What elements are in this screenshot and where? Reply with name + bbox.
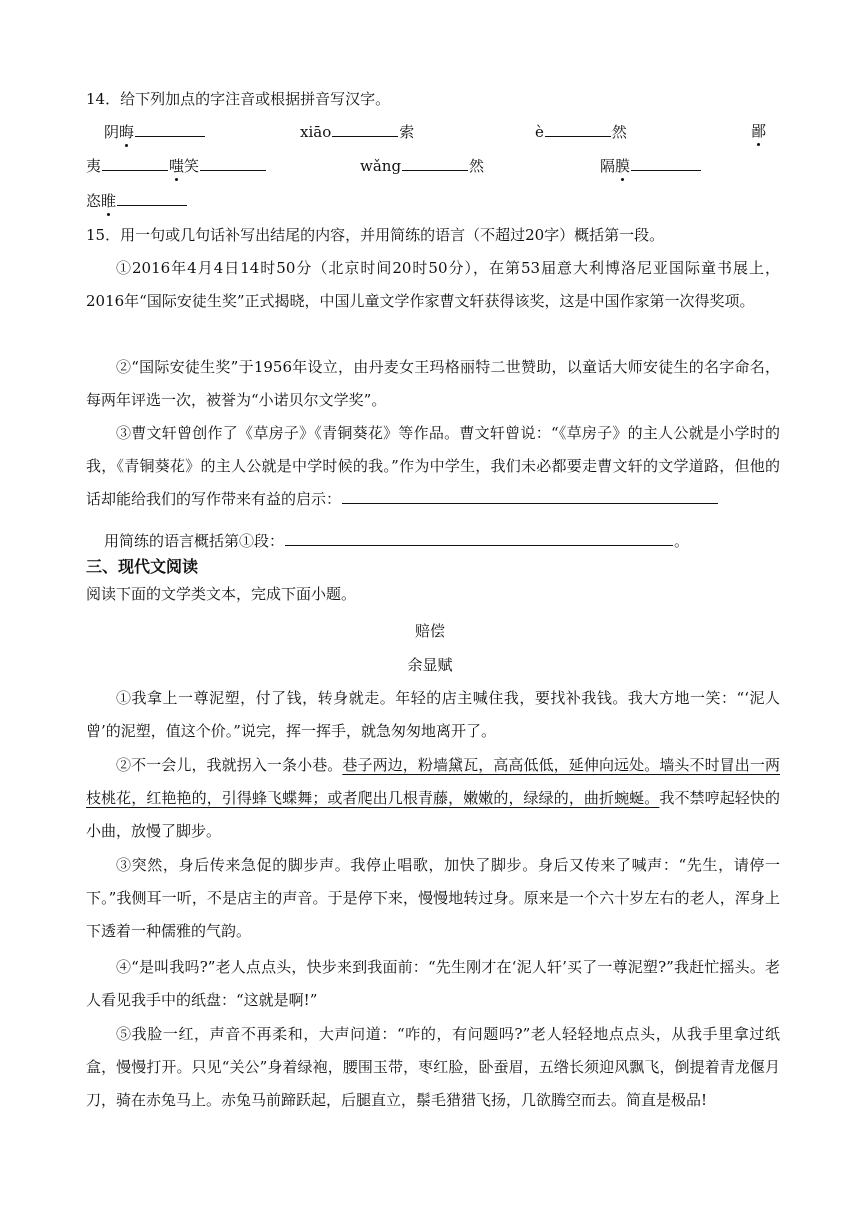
answer-blank[interactable]: [545, 121, 611, 137]
article-author: 余显赋: [407, 656, 453, 674]
q14-item-zisui: 恣睢: [86, 190, 188, 211]
answer-blank[interactable]: [332, 121, 398, 137]
article-title: 赔偿: [414, 622, 445, 640]
q14-item-xiao: xiāo 索: [300, 123, 415, 141]
answer-blank[interactable]: [135, 121, 205, 137]
article-paragraph-4: ④“是叫我吗?”老人点点头，快步来到我面前：“先生刚才在‘泥人轩’买了一尊泥塑?”我赶忙摇头。老人看见我手中的纸盘：“这就是啊!”: [86, 958, 780, 1009]
q14-item-yi: 夷 嗤笑: [86, 155, 267, 176]
underlined-passage: 巷子两边，粉墙黛瓦，高高低低，延伸向远处。墙头不时冒出一两枝桃花，红艳艳的，引得蜂飞蝶舞；或者爬出几根青藤，嫩嫩的，绿绿的，曲折蜿蜒。: [86, 756, 780, 807]
section-heading: 三、现代文阅读: [86, 557, 199, 576]
dotted-char: 鄙: [751, 122, 767, 140]
q15-prompt: 15．用一句或几句话补写出结尾的内容，并用简练的语言（不超过20字）概括第一段。: [86, 226, 665, 244]
q15-paragraph-3: ③曹文轩曾创作了《草房子》《青铜葵花》等作品。曹文轩曾说：“《草房子》的主人公就是小学时的我，《青铜葵花》的主人公就是中学时候的我。”作为中学生，我们未必都要走曹文轩的文学道路，但他的话却能给我们的写作带来有益的启示：: [86, 424, 780, 508]
dotted-char: 嗤: [169, 157, 185, 175]
q14-item-e: è 然: [535, 123, 627, 141]
q14-item-bi: [751, 121, 766, 141]
answer-blank[interactable]: [200, 155, 266, 171]
article-paragraph-1: ①我拿上一尊泥塑，付了钱，转身就走。年轻的店主喊住我，要找补我钱。我大方地一笑：“‘泥人曾’的泥塑，值这个价。”说完，挥一挥手，就急匆匆地离开了。: [86, 689, 780, 740]
q14-item-wang: wǎng 然: [360, 157, 485, 175]
section-instruction: 阅读下面的文学类文本，完成下面小题。: [86, 585, 357, 603]
q15-paragraph-2: ②“国际安徒生奖”于1956年设立，由丹麦女王玛格丽特二世赞助，以童话大师安徒生的名字命名，每两年评选一次，被誉为“小诺贝尔文学奖”。: [86, 358, 780, 409]
answer-blank[interactable]: [631, 155, 701, 171]
answer-blank[interactable]: [285, 530, 673, 546]
answer-blank[interactable]: [402, 155, 468, 171]
article-paragraph-5: ⑤我脸一红，声音不再柔和，大声问道：“咋的，有问题吗?”老人轻轻地点点头，从我手里拿过纸盒，慢慢打开。只见“关公”身着绿袍，腰围玉带，枣红脸，卧蚕眉，五绺长须迎风飘飞，倒提着青龙偃月刀，骑在赤兔马上。赤兔马前蹄跃起，后腿直立，鬃毛猎猎飞扬，几欲腾空而去。简直是极品!: [86, 1025, 780, 1109]
answer-blank[interactable]: [117, 190, 187, 206]
q15-paragraph-1: ①2016年4月4日14时50分（北京时间20时50分），在第53届意大利博洛尼亚国际童书展上， 2016年“国际安徒生奖”正式揭晓，中国儿童文学作家曹文轩获得该奖，这是中国作家第一次得奖项。: [86, 259, 780, 310]
article-paragraph-2: ②不一会儿，我就拐入一条小巷。巷子两边，粉墙黛瓦，高高低低，延伸向远处。墙头不时冒出一两枝桃花，红艳艳的，引得蜂飞蝶舞；或者爬出几根青藤，嫩嫩的，绿绿的，曲折蜿蜒。我不禁哼起轻快的小曲，放慢了脚步。: [86, 756, 780, 840]
q14-prompt: 14．给下列加点的字注音或根据拼音写汉字。: [86, 90, 391, 108]
article-paragraph-3: ③突然，身后传来急促的脚步声。我停止唱歌，加快了脚步。身后又传来了喊声：“先生，请停一下。”我侧耳一听，不是店主的声音。于是停下来，慢慢地转过身。原来是一个六十岁左右的老人，浑身上下透着一种儒雅的气韵。: [86, 856, 780, 940]
q14-item-yinhui: 阴晦: [104, 121, 206, 142]
dotted-char: 睢: [101, 192, 117, 210]
q14-item-gemo: 隔膜: [600, 155, 702, 176]
dotted-char: 膜: [615, 157, 631, 175]
q15-summary-line: 用简练的语言概括第①段： 。: [104, 532, 690, 550]
answer-blank[interactable]: [342, 488, 718, 504]
answer-blank[interactable]: [102, 155, 168, 171]
dotted-char: 晦: [119, 123, 135, 141]
